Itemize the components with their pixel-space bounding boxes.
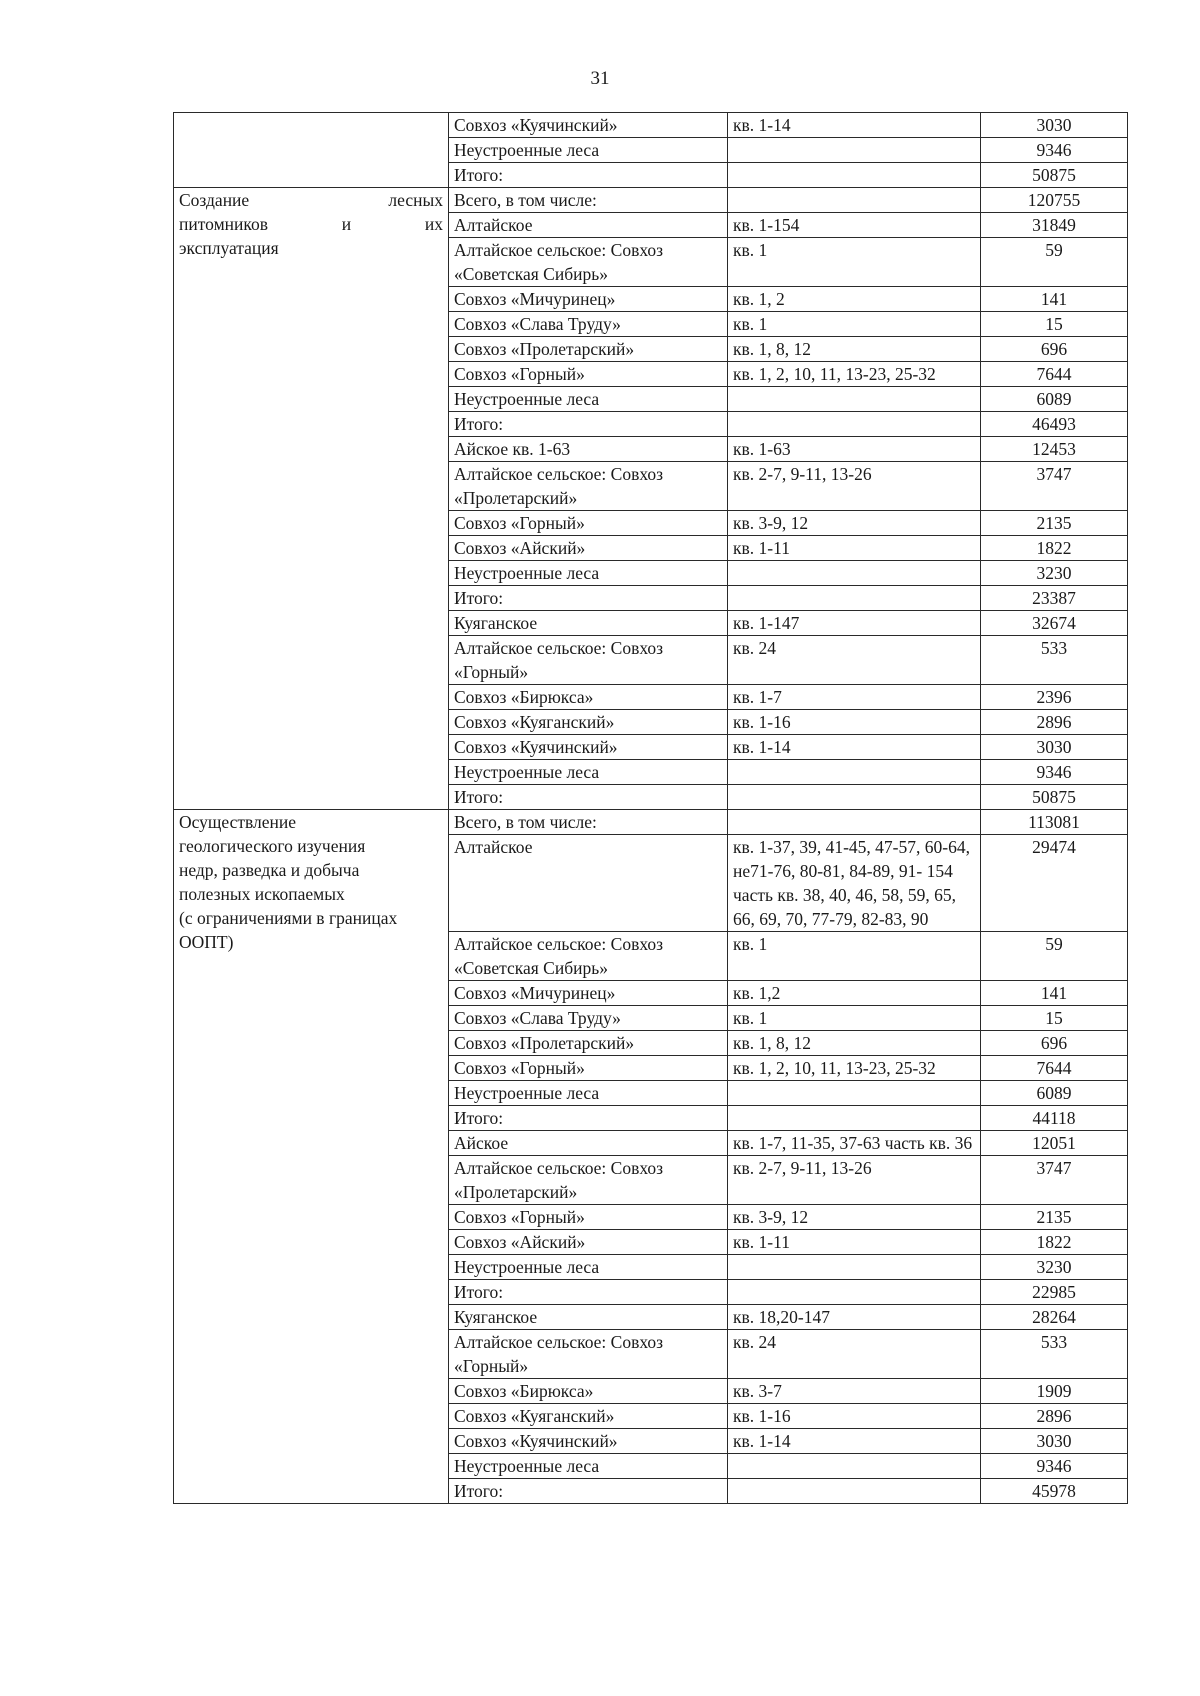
forestry-name-cell: Айское (449, 1131, 728, 1156)
activity-line: ООПТ) (179, 932, 234, 952)
activity-line: Создание лесных (179, 190, 443, 210)
forestry-name-cell: Совхоз «Куячинский» (449, 1429, 728, 1454)
area-cell: 9346 (981, 760, 1128, 785)
quarters-cell: кв. 3-7 (728, 1379, 981, 1404)
quarters-cell: кв. 3-9, 12 (728, 511, 981, 536)
quarters-cell: кв. 1 (728, 312, 981, 337)
forestry-name-cell: Совхоз «Куяганский» (449, 710, 728, 735)
area-cell: 141 (981, 981, 1128, 1006)
area-cell: 120755 (981, 188, 1128, 213)
forestry-name-cell: Неустроенные леса (449, 760, 728, 785)
forestry-name-cell: Алтайское сельское: Совхоз «Советская Сибирь» (449, 238, 728, 287)
forestry-name-cell: Куяганское (449, 1305, 728, 1330)
quarters-cell (728, 412, 981, 437)
area-cell: 1822 (981, 536, 1128, 561)
area-cell: 3030 (981, 735, 1128, 760)
area-cell: 3230 (981, 561, 1128, 586)
quarters-cell (728, 387, 981, 412)
area-cell: 31849 (981, 213, 1128, 238)
quarters-cell: кв. 1-16 (728, 1404, 981, 1429)
area-cell: 50875 (981, 785, 1128, 810)
forestry-name-cell: Неустроенные леса (449, 387, 728, 412)
forestry-name-cell: Итого: (449, 412, 728, 437)
forestry-name-cell: Итого: (449, 1479, 728, 1504)
area-cell: 2135 (981, 511, 1128, 536)
quarters-cell: кв. 1, 8, 12 (728, 1031, 981, 1056)
area-cell: 9346 (981, 138, 1128, 163)
quarters-cell (728, 785, 981, 810)
forestry-name-cell: Совхоз «Айский» (449, 1230, 728, 1255)
forestry-name-cell: Итого: (449, 1280, 728, 1305)
forestry-name-cell: Всего, в том числе: (449, 810, 728, 835)
quarters-cell (728, 1106, 981, 1131)
forestry-name-cell: Алтайское сельское: Совхоз «Пролетарский» (449, 1156, 728, 1205)
quarters-cell: кв. 18,20-147 (728, 1305, 981, 1330)
activity-cell (174, 113, 449, 188)
activity-line: Осуществление (179, 812, 297, 832)
forestry-name-cell: Совхоз «Горный» (449, 1056, 728, 1081)
activity-line: недр, разведка и добыча (179, 860, 360, 880)
quarters-cell: кв. 1-7 (728, 685, 981, 710)
quarters-cell: кв. 1-14 (728, 735, 981, 760)
forestry-name-cell: Совхоз «Горный» (449, 1205, 728, 1230)
activity-line: полезных ископаемых (179, 884, 345, 904)
forestry-name-cell: Неустроенные леса (449, 1454, 728, 1479)
forestry-name-cell: Неустроенные леса (449, 1255, 728, 1280)
forestry-name-cell: Неустроенные леса (449, 1081, 728, 1106)
forestry-name-cell: Совхоз «Куячинский» (449, 735, 728, 760)
area-cell: 3747 (981, 1156, 1128, 1205)
page-number: 31 (590, 68, 610, 89)
quarters-cell: кв. 1-7, 11-35, 37-63 часть кв. 36 (728, 1131, 981, 1156)
area-cell: 12453 (981, 437, 1128, 462)
forestry-name-cell: Алтайское сельское: Совхоз «Советская Сибирь» (449, 932, 728, 981)
quarters-cell: кв. 1-37, 39, 41-45, 47-57, 60-64, не71-76, 80-81, 84-89, 91- 154 часть кв. 38, 40, 46, 58, 59, 65, 66, 69, 70, 77-79, 82-83, 90 (728, 835, 981, 932)
quarters-cell: кв. 24 (728, 1330, 981, 1379)
forestry-name-cell: Алтайское сельское: Совхоз «Горный» (449, 636, 728, 685)
area-cell: 7644 (981, 362, 1128, 387)
quarters-cell: кв. 1-16 (728, 710, 981, 735)
forestry-name-cell: Совхоз «Куяганский» (449, 1404, 728, 1429)
area-cell: 15 (981, 312, 1128, 337)
area-cell: 45978 (981, 1479, 1128, 1504)
forestry-name-cell: Итого: (449, 785, 728, 810)
forestry-name-cell: Итого: (449, 163, 728, 188)
forestry-name-cell: Неустроенные леса (449, 138, 728, 163)
area-cell: 696 (981, 337, 1128, 362)
quarters-cell (728, 188, 981, 213)
table-row (174, 113, 1128, 138)
table-row (174, 810, 1128, 835)
area-cell: 44118 (981, 1106, 1128, 1131)
quarters-cell: кв. 1, 8, 12 (728, 337, 981, 362)
activity-line: питомников и их (179, 214, 443, 234)
area-cell: 3030 (981, 1429, 1128, 1454)
activity-line: геологического изучения (179, 836, 366, 856)
area-cell: 2396 (981, 685, 1128, 710)
quarters-cell (728, 1479, 981, 1504)
area-cell: 533 (981, 1330, 1128, 1379)
forestry-name-cell: Айское кв. 1-63 (449, 437, 728, 462)
forestry-name-cell: Алтайское (449, 213, 728, 238)
quarters-cell (728, 760, 981, 785)
forestry-name-cell: Куяганское (449, 611, 728, 636)
area-cell: 3747 (981, 462, 1128, 511)
forestry-name-cell: Совхоз «Мичуринец» (449, 981, 728, 1006)
quarters-cell: кв. 2-7, 9-11, 13-26 (728, 462, 981, 511)
quarters-cell: кв. 1-11 (728, 536, 981, 561)
activity-cell (174, 188, 449, 810)
forestry-name-cell: Совхоз «Куячинский» (449, 113, 728, 138)
area-cell: 6089 (981, 387, 1128, 412)
forestry-name-cell: Всего, в том числе: (449, 188, 728, 213)
area-cell: 59 (981, 932, 1128, 981)
quarters-cell (728, 1081, 981, 1106)
quarters-cell (728, 1255, 981, 1280)
area-cell: 3030 (981, 113, 1128, 138)
activity-cell (174, 810, 449, 1504)
area-cell: 7644 (981, 1056, 1128, 1081)
forestry-name-cell: Итого: (449, 586, 728, 611)
quarters-cell: кв. 1, 2 (728, 287, 981, 312)
quarters-cell: кв. 1-14 (728, 1429, 981, 1454)
quarters-cell (728, 1280, 981, 1305)
quarters-cell: кв. 1-154 (728, 213, 981, 238)
quarters-cell (728, 586, 981, 611)
forestry-name-cell: Совхоз «Айский» (449, 536, 728, 561)
forest-use-table (173, 112, 1128, 1504)
forestry-name-cell: Совхоз «Бирюкса» (449, 685, 728, 710)
forestry-name-cell: Совхоз «Слава Труду» (449, 1006, 728, 1031)
area-cell: 113081 (981, 810, 1128, 835)
area-cell: 533 (981, 636, 1128, 685)
quarters-cell (728, 1454, 981, 1479)
forestry-name-cell: Совхоз «Горный» (449, 511, 728, 536)
forestry-name-cell: Неустроенные леса (449, 561, 728, 586)
area-cell: 1909 (981, 1379, 1128, 1404)
quarters-cell: кв. 1,2 (728, 981, 981, 1006)
area-cell: 9346 (981, 1454, 1128, 1479)
area-cell: 29474 (981, 835, 1128, 932)
area-cell: 50875 (981, 163, 1128, 188)
forestry-name-cell: Совхоз «Пролетарский» (449, 337, 728, 362)
forestry-name-cell: Совхоз «Горный» (449, 362, 728, 387)
quarters-cell: кв. 24 (728, 636, 981, 685)
forestry-name-cell: Совхоз «Пролетарский» (449, 1031, 728, 1056)
area-cell: 15 (981, 1006, 1128, 1031)
table-row (174, 188, 1128, 213)
quarters-cell: кв. 1 (728, 932, 981, 981)
area-cell: 22985 (981, 1280, 1128, 1305)
area-cell: 46493 (981, 412, 1128, 437)
area-cell: 141 (981, 287, 1128, 312)
area-cell: 6089 (981, 1081, 1128, 1106)
activity-line: (с ограничениями в границах (179, 908, 398, 928)
quarters-cell: кв. 3-9, 12 (728, 1205, 981, 1230)
area-cell: 28264 (981, 1305, 1128, 1330)
quarters-cell (728, 810, 981, 835)
forestry-name-cell: Совхоз «Мичуринец» (449, 287, 728, 312)
area-cell: 2135 (981, 1205, 1128, 1230)
forestry-name-cell: Итого: (449, 1106, 728, 1131)
quarters-cell (728, 561, 981, 586)
forestry-name-cell: Совхоз «Слава Труду» (449, 312, 728, 337)
quarters-cell: кв. 1-147 (728, 611, 981, 636)
quarters-cell: кв. 1 (728, 238, 981, 287)
area-cell: 59 (981, 238, 1128, 287)
quarters-cell (728, 138, 981, 163)
quarters-cell: кв. 1-11 (728, 1230, 981, 1255)
area-cell: 696 (981, 1031, 1128, 1056)
area-cell: 1822 (981, 1230, 1128, 1255)
area-cell: 2896 (981, 710, 1128, 735)
area-cell: 23387 (981, 586, 1128, 611)
forestry-name-cell: Совхоз «Бирюкса» (449, 1379, 728, 1404)
area-cell: 32674 (981, 611, 1128, 636)
quarters-cell: кв. 1 (728, 1006, 981, 1031)
area-cell: 3230 (981, 1255, 1128, 1280)
forestry-name-cell: Алтайское сельское: Совхоз «Горный» (449, 1330, 728, 1379)
quarters-cell: кв. 1, 2, 10, 11, 13-23, 25-32 (728, 1056, 981, 1081)
forestry-name-cell: Алтайское сельское: Совхоз «Пролетарский» (449, 462, 728, 511)
quarters-cell: кв. 1, 2, 10, 11, 13-23, 25-32 (728, 362, 981, 387)
quarters-cell: кв. 2-7, 9-11, 13-26 (728, 1156, 981, 1205)
area-cell: 2896 (981, 1404, 1128, 1429)
area-cell: 12051 (981, 1131, 1128, 1156)
forestry-name-cell: Алтайское (449, 835, 728, 932)
quarters-cell: кв. 1-63 (728, 437, 981, 462)
quarters-cell (728, 163, 981, 188)
activity-line: эксплуатация (179, 238, 279, 258)
quarters-cell: кв. 1-14 (728, 113, 981, 138)
